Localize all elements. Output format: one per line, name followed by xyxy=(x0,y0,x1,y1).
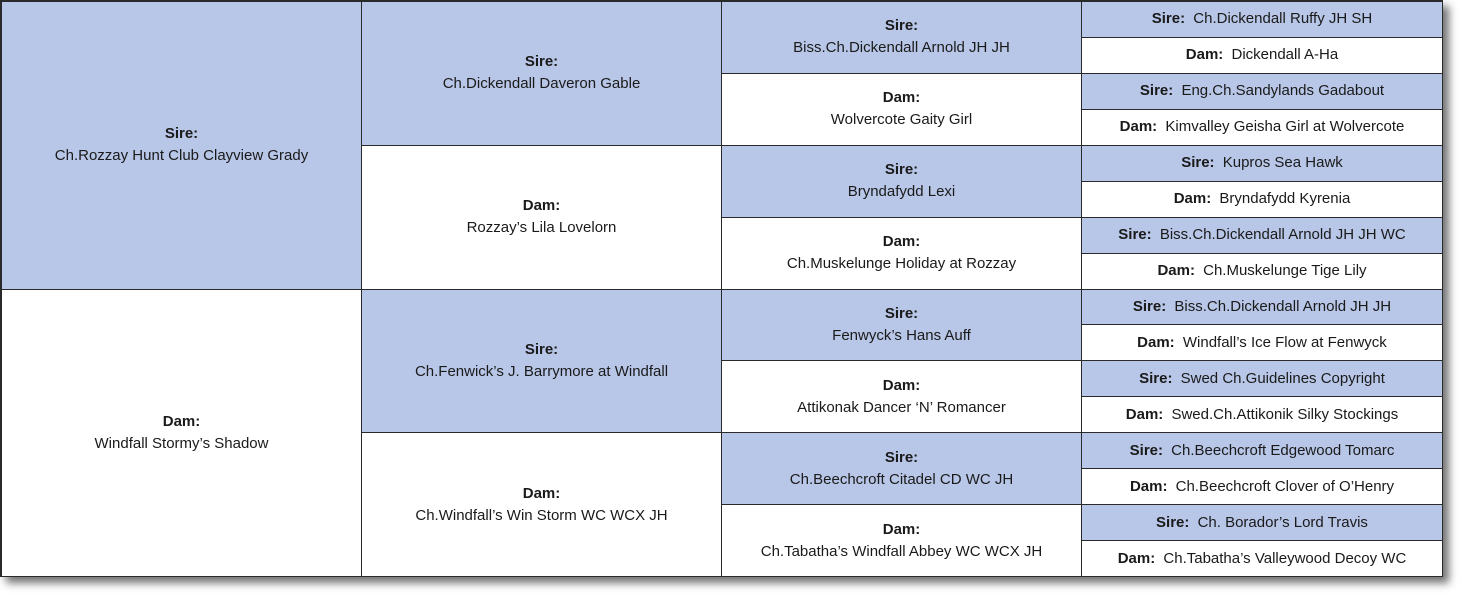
dog-name: Biss.Ch.Dickendall Arnold JH JH xyxy=(1174,297,1392,315)
gen4-dam-cell-13 xyxy=(1082,469,1443,505)
dam-label: Dam: xyxy=(1137,333,1175,351)
dog-name: Ch.Rozzay Hunt Club Clayview Grady xyxy=(54,147,309,165)
dog-name: Ch.Muskelunge Holiday at Rozzay xyxy=(786,255,1017,273)
gen3-dam-cell-1 xyxy=(722,73,1082,145)
dam-label: Dam: xyxy=(162,412,201,430)
gen4-dam-cell-9 xyxy=(1082,325,1443,361)
gen3-sire-cell-2 xyxy=(722,145,1082,217)
sire-label: Sire: xyxy=(1139,369,1173,387)
sire-label: Sire: xyxy=(884,448,919,466)
dam-label: Dam: xyxy=(1173,190,1212,208)
dog-name: Ch.Tabatha’s Valleywood Decoy WC xyxy=(1163,549,1407,567)
gen4-dam-cell-7 xyxy=(1082,253,1443,289)
dog-name: Ch.Windfall’s Win Storm WC WCX JH xyxy=(415,506,668,524)
dog-name: Ch.Dickendall Daveron Gable xyxy=(442,75,641,93)
gen3-dam-cell-5 xyxy=(722,361,1082,433)
sire-label: Sire: xyxy=(164,125,199,143)
dog-name: Ch.Fenwick’s J. Barrymore at Windfall xyxy=(414,362,669,380)
dog-name: Attikonak Dancer ‘N’ Romancer xyxy=(797,398,1006,416)
gen4-sire-cell-6 xyxy=(1082,217,1443,253)
gen4-sire-cell-4 xyxy=(1082,145,1443,181)
dog-name: Kupros Sea Hawk xyxy=(1222,154,1343,172)
dam-label: Dam: xyxy=(882,520,921,538)
dog-name: Ch.Muskelunge Tige Lily xyxy=(1203,262,1367,280)
dog-name: Dickendall A-Ha xyxy=(1231,46,1339,64)
gen4-sire-cell-2 xyxy=(1082,73,1443,109)
dog-name: Biss.Ch.Dickendall Arnold JH JH WC xyxy=(1159,226,1406,244)
sire-label: Sire: xyxy=(1139,82,1174,100)
dog-name: Ch.Dickendall Ruffy JH SH xyxy=(1193,10,1373,28)
gen3-sire-cell-0 xyxy=(722,2,1082,74)
gen2-dam-cell-1 xyxy=(362,145,722,289)
dam-label: Dam: xyxy=(882,89,921,107)
dam-label: Dam: xyxy=(1117,549,1156,567)
sire-label: Sire: xyxy=(884,304,919,322)
dog-name: Bryndafydd Lexi xyxy=(847,183,956,201)
sire-label: Sire: xyxy=(524,53,559,71)
dog-name: Ch.Beechcroft Citadel CD WC JH xyxy=(789,470,1014,488)
dog-name: Bryndafydd Kyrenia xyxy=(1219,190,1351,208)
sire-label: Sire: xyxy=(1156,513,1190,531)
dog-name: Swed Ch.Guidelines Copyright xyxy=(1180,369,1385,387)
dam-label: Dam: xyxy=(882,376,921,394)
dog-name: Fenwyck’s Hans Auff xyxy=(832,326,971,344)
dog-name: Swed.Ch.Attikonik Silky Stockings xyxy=(1171,405,1399,423)
sire-label: Sire: xyxy=(1181,154,1215,172)
dam-label: Dam: xyxy=(1125,405,1164,423)
pedigree-row xyxy=(2,2,1443,38)
dam-label: Dam: xyxy=(1129,477,1168,495)
gen3-sire-cell-4 xyxy=(722,289,1082,361)
dog-name: Windfall’s Ice Flow at Fenwyck xyxy=(1182,333,1387,351)
dog-name: Eng.Ch.Sandylands Gadabout xyxy=(1181,82,1385,100)
gen4-dam-cell-3 xyxy=(1082,109,1443,145)
dam-label: Dam: xyxy=(882,233,921,251)
dog-name: Ch.Beechcroft Clover of O’Henry xyxy=(1175,477,1395,495)
gen4-sire-cell-0 xyxy=(1082,2,1443,38)
gen3-sire-cell-6 xyxy=(722,433,1082,505)
sire-label: Sire: xyxy=(524,340,559,358)
gen4-dam-cell-11 xyxy=(1082,397,1443,433)
sire-label: Sire: xyxy=(1118,226,1152,244)
gen3-dam-cell-7 xyxy=(722,505,1082,577)
gen4-sire-cell-12 xyxy=(1082,433,1443,469)
dog-name: Biss.Ch.Dickendall Arnold JH JH xyxy=(793,39,1010,57)
dog-name: Ch.Beechcroft Edgewood Tomarc xyxy=(1171,441,1395,459)
pedigree-table xyxy=(1,1,1443,577)
gen1-dam-cell-1 xyxy=(2,289,362,577)
pedigree-row xyxy=(2,289,1443,325)
sire-label: Sire: xyxy=(1129,441,1163,459)
dog-name: Kimvalley Geisha Girl at Wolvercote xyxy=(1165,118,1405,136)
gen4-dam-cell-1 xyxy=(1082,37,1443,73)
gen4-dam-cell-15 xyxy=(1082,541,1443,577)
dog-name: Rozzay’s Lila Lovelorn xyxy=(466,219,617,237)
dam-label: Dam: xyxy=(1119,118,1158,136)
gen1-sire-cell-0 xyxy=(2,2,362,290)
dog-name: Ch.Tabatha’s Windfall Abbey WC WCX JH xyxy=(760,542,1043,560)
dog-name: Windfall Stormy’s Shadow xyxy=(94,434,269,452)
gen2-dam-cell-3 xyxy=(362,433,722,577)
gen3-dam-cell-3 xyxy=(722,217,1082,289)
gen2-sire-cell-2 xyxy=(362,289,722,433)
gen4-dam-cell-5 xyxy=(1082,181,1443,217)
gen4-sire-cell-14 xyxy=(1082,505,1443,541)
gen4-sire-cell-10 xyxy=(1082,361,1443,397)
dog-name: Ch. Borador’s Lord Travis xyxy=(1197,513,1368,531)
sire-label: Sire: xyxy=(1151,10,1186,28)
sire-label: Sire: xyxy=(884,17,919,35)
dam-label: Dam: xyxy=(522,484,561,502)
gen2-sire-cell-0 xyxy=(362,2,722,146)
dam-label: Dam: xyxy=(522,197,561,215)
dam-label: Dam: xyxy=(1157,262,1195,280)
gen4-sire-cell-8 xyxy=(1082,289,1443,325)
sire-label: Sire: xyxy=(884,161,919,179)
sire-label: Sire: xyxy=(1132,297,1167,315)
dam-label: Dam: xyxy=(1185,46,1224,64)
dog-name: Wolvercote Gaity Girl xyxy=(830,111,973,129)
